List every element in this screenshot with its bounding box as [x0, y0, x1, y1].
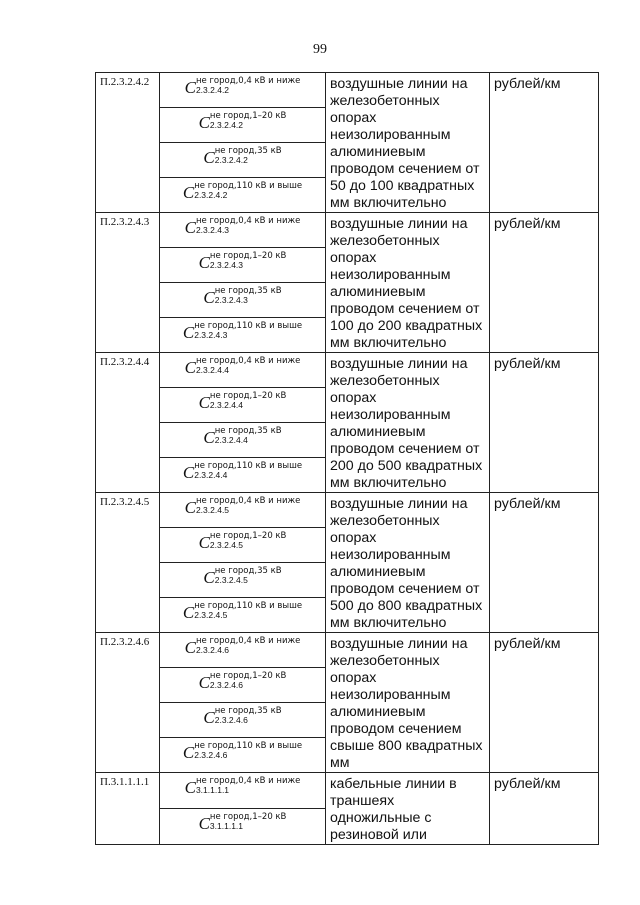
item-code: П.2.3.2.4.4 — [96, 353, 160, 493]
formula-superscript: не город,110 кВ и выше — [194, 180, 303, 191]
formula-subscript: 2.3.2.4.4 — [195, 364, 230, 375]
rate-formula — [203, 425, 281, 446]
rate-formula — [185, 775, 301, 796]
item-unit: рублей/км — [490, 773, 599, 845]
formula-base: С — [182, 322, 195, 342]
formula-superscript: не город,0,4 кВ и ниже — [195, 75, 301, 86]
formula-subscript: 2.3.2.4.4 — [194, 469, 228, 480]
table-row — [96, 73, 599, 108]
formula-base: С — [198, 532, 210, 552]
rate-symbol-cell — [160, 493, 326, 528]
formula-superscript: не город,110 кВ и выше — [194, 740, 303, 751]
item-code: П.3.1.1.1.1 — [96, 773, 160, 845]
formula-subscript: 2.3.2.4.4 — [214, 434, 248, 445]
table-row — [96, 493, 599, 528]
rate-symbol-cell — [160, 528, 326, 563]
formula-subscript: 2.3.2.4.5 — [214, 574, 248, 585]
item-description: воздушные линии на железобетонных опорах неизолированным алюминиевым проводом сечением от 200 до 500 квадратных мм включительно — [326, 353, 490, 493]
rate-symbol-cell — [160, 388, 326, 423]
item-unit: рублей/км — [490, 353, 599, 493]
item-description: воздушные линии на железобетонных опорах неизолированным алюминиевым проводом сечением от 50 до 100 квадратных мм включительно — [326, 73, 490, 213]
rate-formula — [183, 180, 302, 201]
formula-base: С — [198, 813, 210, 833]
item-description: воздушные линии на железобетонных опорах неизолированным алюминиевым проводом сечением от 100 до 200 квадратных мм включительно — [326, 213, 490, 353]
table-row — [96, 773, 599, 809]
rate-formula — [199, 811, 287, 832]
rate-formula — [203, 705, 281, 726]
rate-symbol-cell — [160, 598, 326, 633]
formula-subscript: 3.1.1.1.1 — [195, 784, 230, 795]
formula-superscript: не город,1–20 кВ — [209, 390, 287, 401]
formula-superscript: не город,0,4 кВ и ниже — [195, 775, 301, 786]
formula-superscript: не город,35 кВ — [214, 425, 282, 436]
rate-formula — [199, 670, 287, 691]
formula-base: С — [198, 672, 210, 692]
rate-formula — [183, 460, 302, 481]
formula-base: С — [184, 777, 196, 797]
rate-symbol-cell — [160, 423, 326, 458]
table-row — [96, 213, 599, 248]
formula-subscript: 2.3.2.4.5 — [209, 539, 244, 550]
formula-superscript: не город,110 кВ и выше — [194, 460, 303, 471]
formula-base: С — [184, 497, 196, 517]
rate-formula — [203, 285, 281, 306]
rate-formula — [199, 250, 287, 271]
formula-base: С — [182, 182, 195, 202]
formula-base: С — [184, 217, 196, 237]
formula-base: С — [182, 742, 195, 762]
rate-formula — [185, 635, 301, 656]
formula-superscript: не город,1–20 кВ — [209, 670, 287, 681]
table-row — [96, 633, 599, 668]
formula-subscript: 2.3.2.4.3 — [209, 259, 244, 270]
rate-symbol-cell — [160, 248, 326, 283]
rate-formula — [199, 530, 287, 551]
rate-symbol-cell — [160, 668, 326, 703]
item-description: воздушные линии на железобетонных опорах неизолированным алюминиевым проводом сечением от 500 до 800 квадратных мм включительно — [326, 493, 490, 633]
rate-formula — [185, 215, 301, 236]
rate-symbol-cell — [160, 738, 326, 773]
formula-base: С — [198, 112, 210, 132]
formula-base: С — [203, 287, 215, 307]
formula-base: С — [182, 602, 195, 622]
formula-superscript: не город,110 кВ и выше — [194, 600, 303, 611]
formula-subscript: 2.3.2.4.2 — [209, 119, 244, 130]
rate-symbol-cell — [160, 563, 326, 598]
table-row — [96, 353, 599, 388]
formula-base: С — [203, 567, 215, 587]
page-number: 99 — [313, 42, 327, 57]
formula-subscript: 2.3.2.4.5 — [194, 609, 228, 620]
formula-base: С — [184, 637, 196, 657]
item-code: П.2.3.2.4.5 — [96, 493, 160, 633]
item-code: П.2.3.2.4.6 — [96, 633, 160, 773]
rate-formula — [203, 145, 281, 166]
formula-superscript: не город,35 кВ — [214, 705, 282, 716]
rate-symbol-cell — [160, 143, 326, 178]
formula-base: С — [198, 392, 210, 412]
formula-subscript: 2.3.2.4.2 — [194, 189, 228, 200]
formula-subscript: 2.3.2.4.3 — [194, 329, 228, 340]
rate-symbol-cell — [160, 283, 326, 318]
formula-base: С — [203, 707, 215, 727]
rate-formula — [183, 740, 302, 761]
formula-superscript: не город,110 кВ и выше — [194, 320, 303, 331]
rate-formula — [185, 495, 301, 516]
formula-superscript: не город,0,4 кВ и ниже — [195, 215, 301, 226]
rate-formula — [199, 110, 287, 131]
item-code: П.2.3.2.4.2 — [96, 73, 160, 213]
formula-subscript: 2.3.2.4.3 — [214, 294, 248, 305]
item-description: кабельные линии в траншеях одножильные с резиновой или — [326, 773, 490, 845]
rate-symbol-cell — [160, 178, 326, 213]
rate-symbol-cell — [160, 703, 326, 738]
formula-base: С — [203, 427, 215, 447]
rate-symbol-cell — [160, 353, 326, 388]
rate-symbol-cell — [160, 809, 326, 845]
formula-superscript: не город,0,4 кВ и ниже — [195, 495, 301, 506]
formula-superscript: не город,35 кВ — [214, 565, 282, 576]
rate-symbol-cell — [160, 458, 326, 493]
formula-superscript: не город,1–20 кВ — [209, 250, 287, 261]
formula-superscript: не город,1–20 кВ — [209, 530, 287, 541]
rate-formula — [185, 355, 301, 376]
formula-subscript: 2.3.2.4.4 — [209, 399, 244, 410]
formula-superscript: не город,0,4 кВ и ниже — [195, 635, 301, 646]
item-unit: рублей/км — [490, 633, 599, 773]
formula-base: С — [198, 252, 210, 272]
rate-formula — [183, 600, 302, 621]
rate-symbol-cell — [160, 773, 326, 809]
rate-symbol-cell — [160, 633, 326, 668]
formula-superscript: не город,35 кВ — [214, 285, 282, 296]
item-unit: рублей/км — [490, 73, 599, 213]
formula-subscript: 2.3.2.4.6 — [194, 749, 228, 760]
formula-superscript: не город,1–20 кВ — [209, 811, 287, 822]
formula-subscript: 2.3.2.4.5 — [195, 504, 230, 515]
item-unit: рублей/км — [490, 493, 599, 633]
rate-symbol-cell — [160, 318, 326, 353]
formula-subscript: 2.3.2.4.2 — [214, 154, 248, 165]
formula-subscript: 2.3.2.4.6 — [195, 644, 230, 655]
formula-subscript: 2.3.2.4.3 — [195, 224, 230, 235]
item-description: воздушные линии на железобетонных опорах неизолированным алюминиевым проводом сечением свыше 800 квадратных мм — [326, 633, 490, 773]
tariff-table — [95, 72, 599, 845]
formula-base: С — [184, 357, 196, 377]
formula-superscript: не город,0,4 кВ и ниже — [195, 355, 301, 366]
item-unit: рублей/км — [490, 213, 599, 353]
formula-base: С — [182, 462, 195, 482]
formula-base: С — [184, 77, 196, 97]
formula-subscript: 2.3.2.4.2 — [195, 84, 230, 95]
rate-symbol-cell — [160, 73, 326, 108]
rate-symbol-cell — [160, 108, 326, 143]
formula-subscript: 2.3.2.4.6 — [209, 679, 244, 690]
formula-subscript: 3.1.1.1.1 — [209, 820, 244, 831]
rate-symbol-cell — [160, 213, 326, 248]
rate-formula — [183, 320, 302, 341]
formula-superscript: не город,1–20 кВ — [209, 110, 287, 121]
rate-formula — [199, 390, 287, 411]
item-code: П.2.3.2.4.3 — [96, 213, 160, 353]
formula-base: С — [203, 147, 215, 167]
rate-formula — [203, 565, 281, 586]
formula-subscript: 2.3.2.4.6 — [214, 714, 248, 725]
formula-superscript: не город,35 кВ — [214, 145, 282, 156]
rate-formula — [185, 75, 301, 96]
